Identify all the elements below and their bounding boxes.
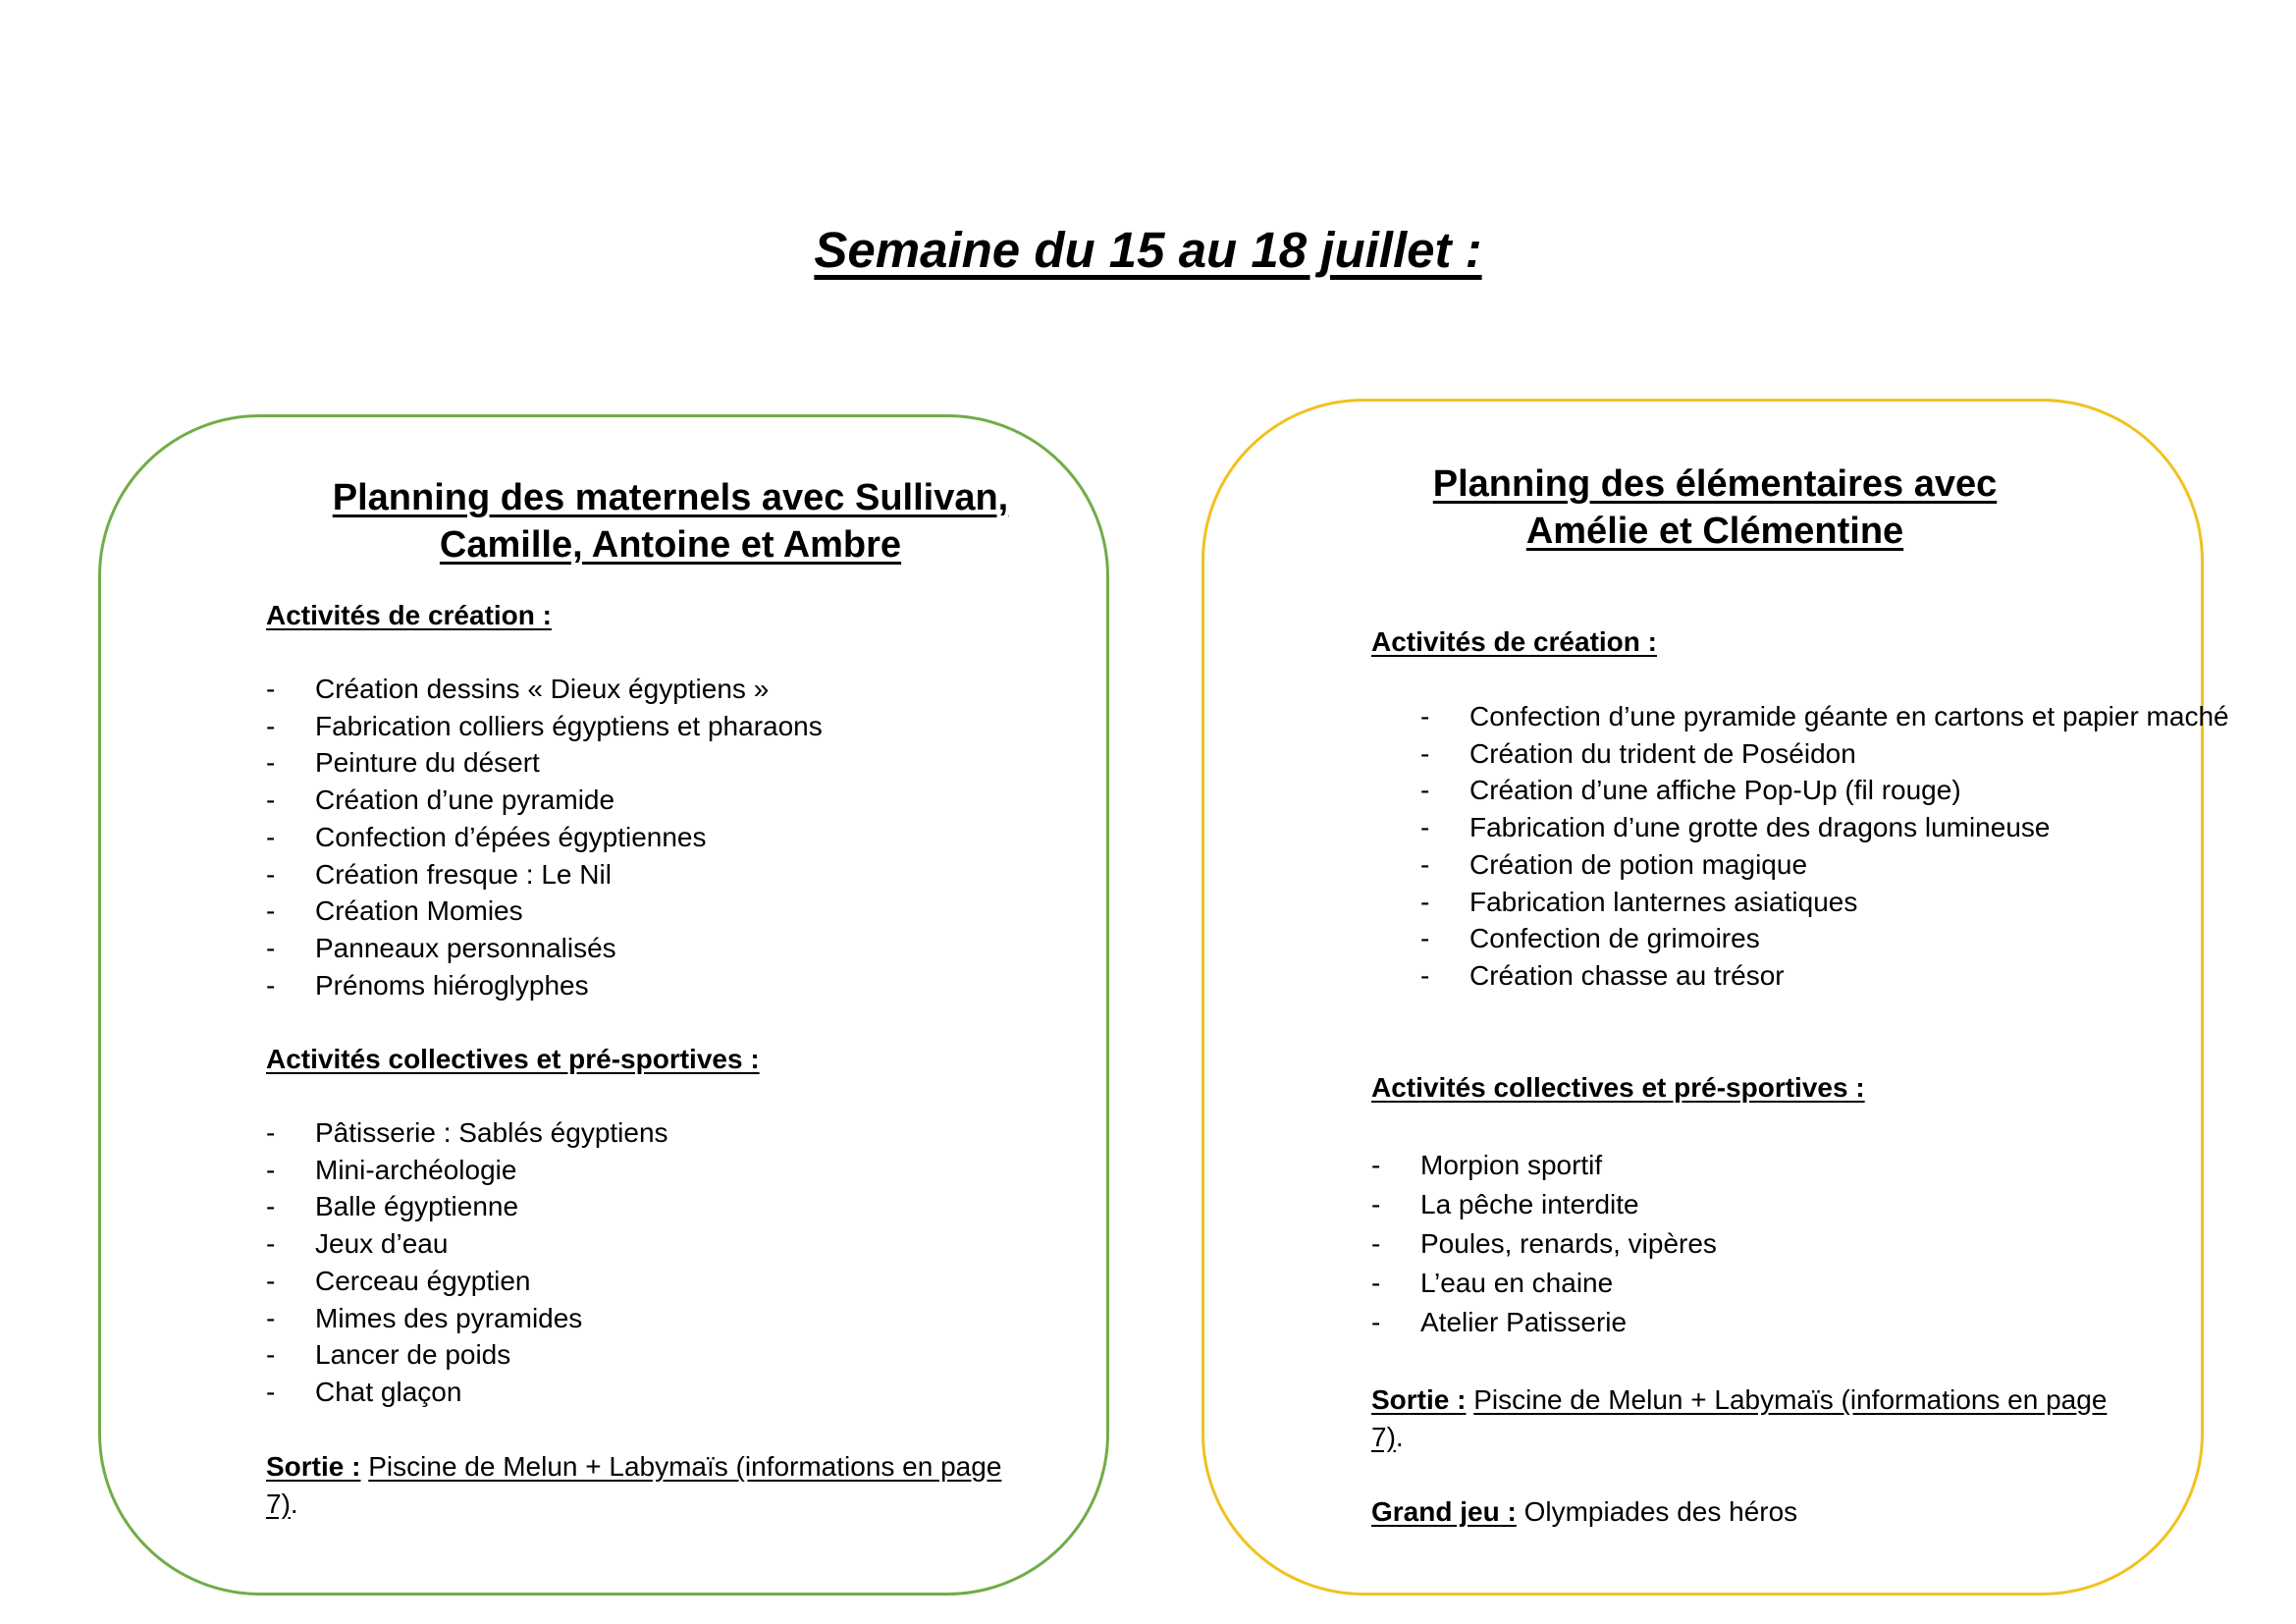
list-item: - Cerceau égyptien (266, 1263, 668, 1300)
creation-list (1420, 698, 2296, 995)
list-item: - Confection de grimoires (1420, 920, 2296, 957)
maternels-panel-title: Planning des maternels avec Sullivan, Camille, Antoine et Ambre (332, 477, 1009, 566)
list-item: - Mimes des pyramides (266, 1300, 668, 1337)
collective-heading: Activités collectives et pré-sportives : (266, 1044, 760, 1074)
grand-jeu-text: Olympiades des héros (1523, 1496, 1798, 1527)
list-item: - Panneaux personnalisés (266, 930, 823, 967)
list-item: - Pâtisserie : Sablés égyptiens (266, 1114, 668, 1152)
list-item: - Création d’une affiche Pop-Up (fil rouge) (1420, 772, 2296, 809)
list-item: - Chat glaçon (266, 1374, 668, 1411)
sortie-text-end: 7) (1371, 1421, 1396, 1452)
list-item: - Morpion sportif (1371, 1146, 1717, 1185)
creation-list (266, 671, 823, 1003)
list-item: - Fabrication lanternes asiatiques (1420, 884, 2296, 921)
list-item: - La pêche interdite (1371, 1185, 1717, 1224)
list-item: - Poules, renards, vipères (1371, 1224, 1717, 1264)
sortie-line (266, 1448, 1001, 1522)
list-item: - Lancer de poids (266, 1336, 668, 1374)
list-item: - Atelier Patisserie (1371, 1303, 1717, 1342)
collective-list (1371, 1146, 1717, 1342)
list-item: - Peinture du désert (266, 744, 823, 782)
creation-heading: Activités de création : (1371, 626, 1657, 657)
elementaires-panel-title: Planning des élémentaires avec Amélie et Clémentine (1432, 463, 1998, 552)
elementaires-panel (1201, 399, 2229, 1596)
list-item: - Création d’une pyramide (266, 782, 823, 819)
maternels-panel (98, 414, 1109, 1596)
list-item: - Création du trident de Poséidon (1420, 735, 2296, 773)
list-item: - Jeux d’eau (266, 1225, 668, 1263)
list-item: - Prénoms hiéroglyphes (266, 967, 823, 1004)
list-item: - Confection d’une pyramide géante en cartons et papier maché (1420, 698, 2296, 735)
sortie-text: Piscine de Melun + Labymaïs (informations en page (368, 1451, 1002, 1482)
grand-jeu-label: Grand jeu : (1371, 1496, 1517, 1527)
collective-heading: Activités collectives et pré-sportives : (1371, 1072, 1865, 1103)
sortie-text: Piscine de Melun + Labymaïs (informations en page (1473, 1384, 2108, 1415)
sortie-label: Sortie : (266, 1451, 361, 1482)
list-item: - Création dessins « Dieux égyptiens » (266, 671, 823, 708)
collective-list (266, 1114, 668, 1411)
list-item: - Création de potion magique (1420, 846, 2296, 884)
list-item: - Balle égyptienne (266, 1188, 668, 1225)
list-item: - Mini-archéologie (266, 1152, 668, 1189)
list-item: - Fabrication colliers égyptiens et pharaons (266, 708, 823, 745)
sortie-period: . (290, 1488, 298, 1519)
list-item: - Fabrication d’une grotte des dragons lumineuse (1420, 809, 2296, 846)
sortie-period: . (1395, 1421, 1404, 1452)
list-item: - Création Momies (266, 893, 823, 930)
grand-jeu-line (1371, 1493, 1797, 1531)
list-item: - Création chasse au trésor (1420, 957, 2296, 995)
list-item: - Confection d’épées égyptiennes (266, 819, 823, 856)
page-title: Semaine du 15 au 18 juillet : (814, 222, 1482, 278)
list-item: - L’eau en chaine (1371, 1264, 1717, 1303)
creation-heading: Activités de création : (266, 600, 552, 630)
sortie-line (1371, 1381, 2107, 1455)
sortie-label: Sortie : (1371, 1384, 1467, 1415)
sortie-text-end: 7) (266, 1488, 291, 1519)
list-item: - Création fresque : Le Nil (266, 856, 823, 893)
